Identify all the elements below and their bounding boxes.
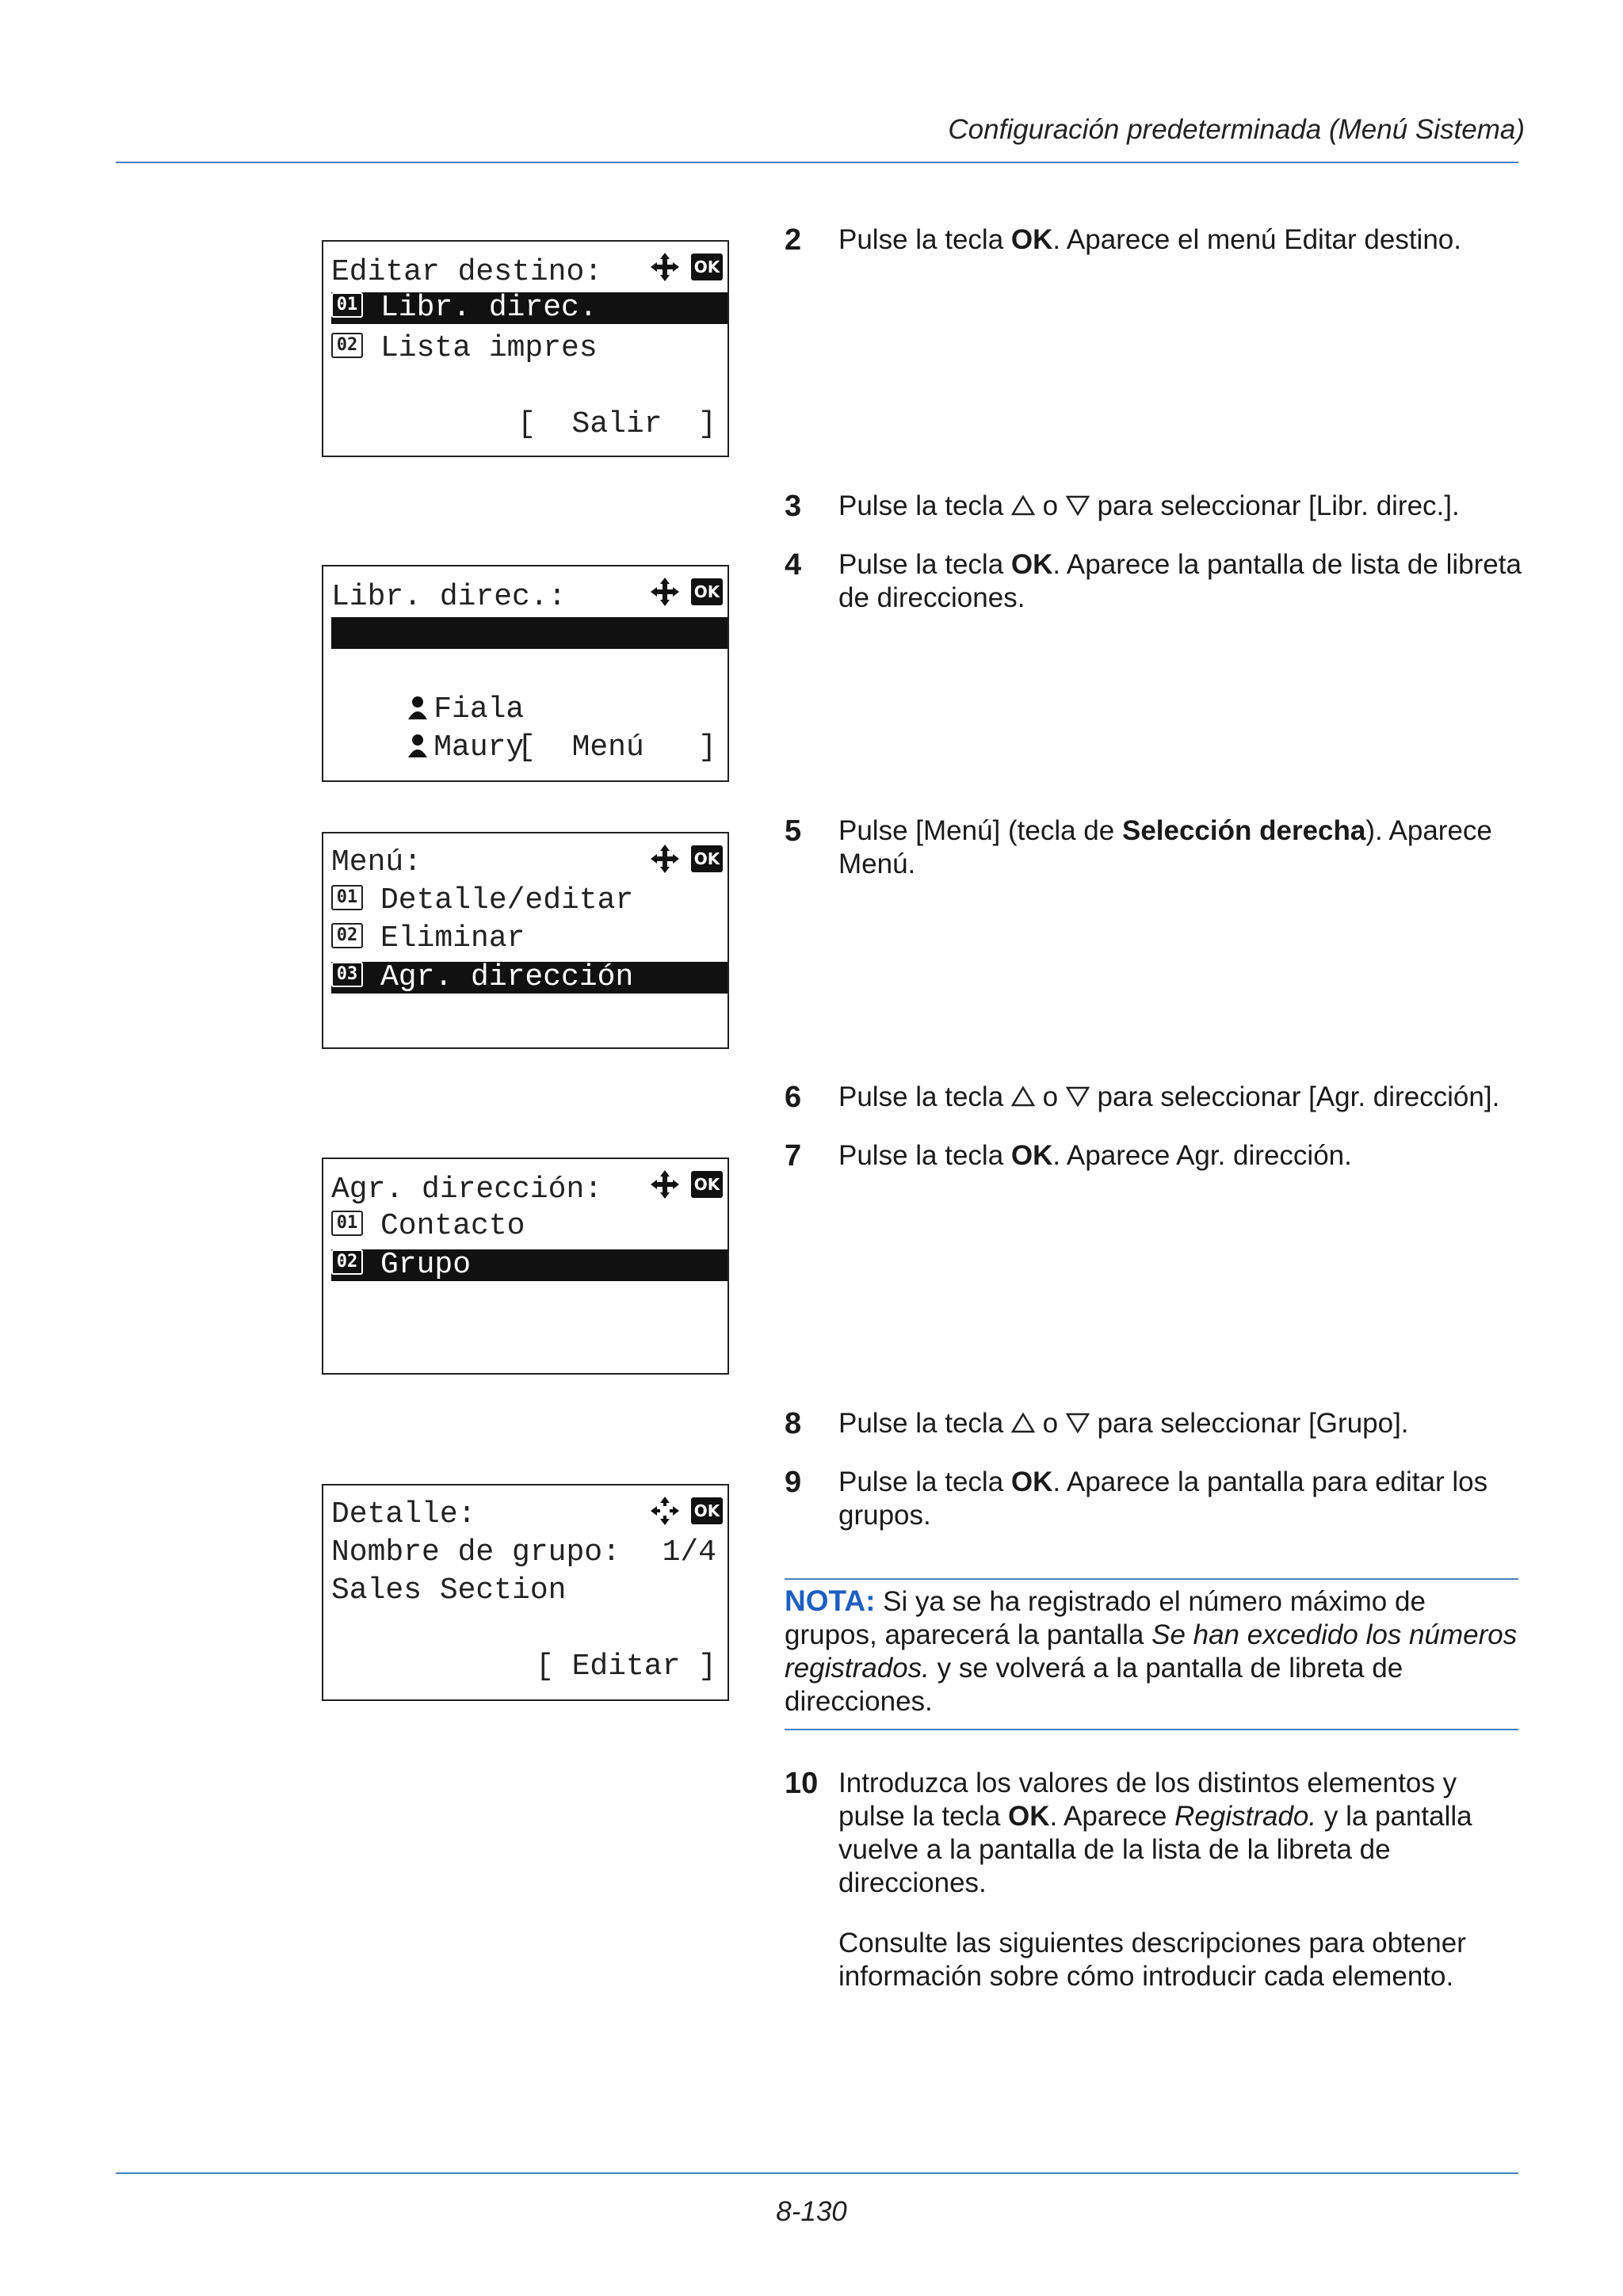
lcd-list-item[interactable] <box>331 962 727 994</box>
step-text: . Aparece la pantalla para editar los grupos. <box>838 1466 1488 1531</box>
lcd-status-icons <box>650 845 723 873</box>
step-text: para seleccionar [Agr. dirección]. <box>1089 1081 1500 1112</box>
page-indicator: 1/4 <box>662 1535 716 1569</box>
down-arrow-key-icon <box>1066 1086 1090 1107</box>
step-text: Pulse la tecla <box>838 490 1011 521</box>
ok-key-icon: OK <box>691 845 723 872</box>
ok-key-icon: OK <box>691 1171 723 1198</box>
lcd-title: Menú: <box>331 845 422 879</box>
lcd-list-item[interactable] <box>331 1249 727 1281</box>
lcd-screen-detalle <box>322 1484 729 1701</box>
item-number-badge: 03 <box>331 962 363 987</box>
four-way-arrow-icon <box>650 252 680 282</box>
step-number: 2 <box>785 223 802 257</box>
step-text: Pulse la tecla <box>838 549 1011 580</box>
lcd-status-icons <box>650 1170 723 1199</box>
step-number: 10 <box>785 1767 819 1800</box>
step-number: 6 <box>785 1081 802 1114</box>
item-label: Fiala <box>433 692 525 727</box>
step-text: ). Aparece Menú. <box>838 815 1492 879</box>
step-text: Pulse [Menú] (tecla de <box>838 815 1122 846</box>
note-label: NOTA: <box>785 1585 876 1617</box>
key-name: OK <box>1008 1801 1050 1832</box>
step-text: o <box>1034 1408 1066 1439</box>
item-number-badge: 01 <box>331 885 363 910</box>
step-9 <box>785 1466 1522 1532</box>
step-text: . Aparece <box>1049 1801 1175 1832</box>
item-number-badge: 02 <box>331 923 363 948</box>
four-way-arrow-icon <box>650 844 680 874</box>
step-text: Pulse la tecla <box>838 1408 1011 1439</box>
softkey-menu[interactable]: [ Menú ] <box>517 730 716 765</box>
ok-key-icon: OK <box>691 254 723 280</box>
down-arrow-key-icon <box>1066 495 1090 516</box>
lcd-list-item[interactable] <box>330 655 727 727</box>
lcd-screen-agr-direccion <box>322 1158 729 1375</box>
step-text: . Aparece Agr. dirección. <box>1052 1140 1352 1171</box>
step-text: Pulse la tecla <box>838 1466 1011 1497</box>
item-label: Detalle/editar <box>380 883 634 917</box>
lcd-list-item[interactable] <box>330 921 727 957</box>
item-label: Grupo <box>380 1248 472 1282</box>
lcd-title: Agr. dirección: <box>331 1173 603 1207</box>
up-arrow-key-icon <box>1011 495 1035 516</box>
note-top-rule <box>785 1578 1518 1580</box>
softkey-label: Editar <box>571 1650 681 1684</box>
four-way-arrow-icon <box>650 1496 680 1526</box>
softkey-label: Salir <box>571 407 663 441</box>
key-name: OK <box>1010 1140 1053 1171</box>
item-number-badge: 01 <box>331 1211 363 1236</box>
lcd-status-icons <box>650 578 723 606</box>
lcd-list-item[interactable] <box>330 1208 727 1245</box>
lcd-status-icons <box>650 1497 723 1525</box>
lcd-list-item[interactable] <box>330 330 727 367</box>
lcd-list-item[interactable] <box>331 617 727 681</box>
ok-key-icon: OK <box>691 578 723 605</box>
step-5 <box>785 814 1522 881</box>
step-number: 9 <box>785 1466 802 1499</box>
step-text: . Aparece el menú Editar destino. <box>1052 224 1461 255</box>
four-way-arrow-icon <box>650 577 680 607</box>
step-8 <box>785 1407 1522 1440</box>
key-name: OK <box>1010 549 1053 580</box>
step-text: Pulse la tecla <box>838 1081 1011 1112</box>
item-label: Contacto <box>380 1209 525 1243</box>
item-label: Agr. dirección <box>380 960 634 994</box>
step-text: . Aparece la pantalla de lista de libreta de direcciones. <box>838 549 1522 613</box>
header-rule <box>116 162 1518 163</box>
item-label: Design <box>438 647 548 681</box>
step-2 <box>785 223 1522 257</box>
note-text: y se volverá a la pantalla de libreta de direcciones. <box>785 1653 1403 1717</box>
step-text: Pulse la tecla <box>838 224 1011 255</box>
key-name: Selección derecha <box>1121 815 1366 846</box>
four-way-arrow-icon <box>650 1169 680 1199</box>
item-label: Eliminar <box>380 921 525 955</box>
item-number-badge: 01 <box>331 292 363 318</box>
item-label: Lista impres <box>380 331 598 365</box>
step-text: Pulse la tecla <box>838 1140 1011 1171</box>
status-message: Registrado. <box>1174 1801 1317 1832</box>
item-label: Maury <box>433 730 525 765</box>
item-label: Libr. direc. <box>380 291 598 325</box>
note-message: Se han excedido los números registrados. <box>785 1619 1518 1684</box>
lcd-list-item[interactable] <box>330 883 727 919</box>
step-text: y la pantalla vuelve a la pantalla de la lista de la libreta de direcciones. <box>838 1801 1472 1898</box>
softkey-editar[interactable]: [ Editar ] <box>535 1650 716 1684</box>
step-number: 3 <box>785 490 802 523</box>
lcd-screen-editar-destino <box>322 240 729 457</box>
page-header-title: Configuración predeterminada (Menú Sistema) <box>948 114 1525 145</box>
lcd-status-icons <box>650 253 723 281</box>
step-text: o <box>1034 1081 1066 1112</box>
step-3 <box>785 490 1522 523</box>
up-arrow-key-icon <box>1011 1413 1035 1433</box>
group-name-label: Nombre de grupo: <box>331 1535 621 1569</box>
step-text: para seleccionar [Grupo]. <box>1089 1408 1409 1439</box>
step-number: 8 <box>785 1407 802 1440</box>
lcd-screen-menu <box>322 832 729 1049</box>
step-number: 5 <box>785 814 802 848</box>
lcd-list-item[interactable] <box>331 292 727 324</box>
softkey-label: Menú <box>571 730 644 765</box>
person-icon <box>402 732 433 757</box>
step-7 <box>785 1139 1522 1173</box>
step-4 <box>785 548 1522 615</box>
note-box <box>785 1585 1522 1718</box>
item-number-badge: 02 <box>331 333 363 358</box>
lcd-screen-libr-direc <box>322 565 729 782</box>
lcd-title: Libr. direc.: <box>331 580 567 614</box>
step-number: 4 <box>785 548 802 582</box>
step-10-paragraph-2: Consulte las siguientes descripciones para obtener información sobre cómo introducir cada elemento. <box>838 1928 1466 1992</box>
lcd-title: Editar destino: <box>331 255 603 289</box>
softkey-salir[interactable]: [ Salir ] <box>517 407 716 441</box>
item-number-badge: 02 <box>331 1249 363 1275</box>
ok-key-icon: OK <box>691 1497 723 1524</box>
lcd-title: Detalle: <box>331 1497 476 1531</box>
step-10 <box>785 1767 1522 1993</box>
note-text: Si ya se ha registrado el número máximo de grupos, aparecerá la pantalla <box>785 1586 1426 1650</box>
key-name: OK <box>1010 224 1053 255</box>
step-text: para seleccionar [Libr. direc.]. <box>1089 490 1460 521</box>
down-arrow-key-icon <box>1066 1413 1090 1433</box>
step-text: o <box>1034 490 1066 521</box>
key-name: OK <box>1010 1466 1053 1497</box>
note-bottom-rule <box>785 1729 1518 1730</box>
page-number: 8-130 <box>776 2196 847 2227</box>
step-number: 7 <box>785 1139 802 1173</box>
group-name-value[interactable]: Sales Section <box>331 1573 567 1608</box>
footer-rule <box>116 2172 1518 2174</box>
step-6 <box>785 1081 1522 1114</box>
step-text: Introduzca los valores de los distintos elementos y pulse la tecla <box>838 1768 1457 1832</box>
up-arrow-key-icon <box>1011 1086 1035 1107</box>
